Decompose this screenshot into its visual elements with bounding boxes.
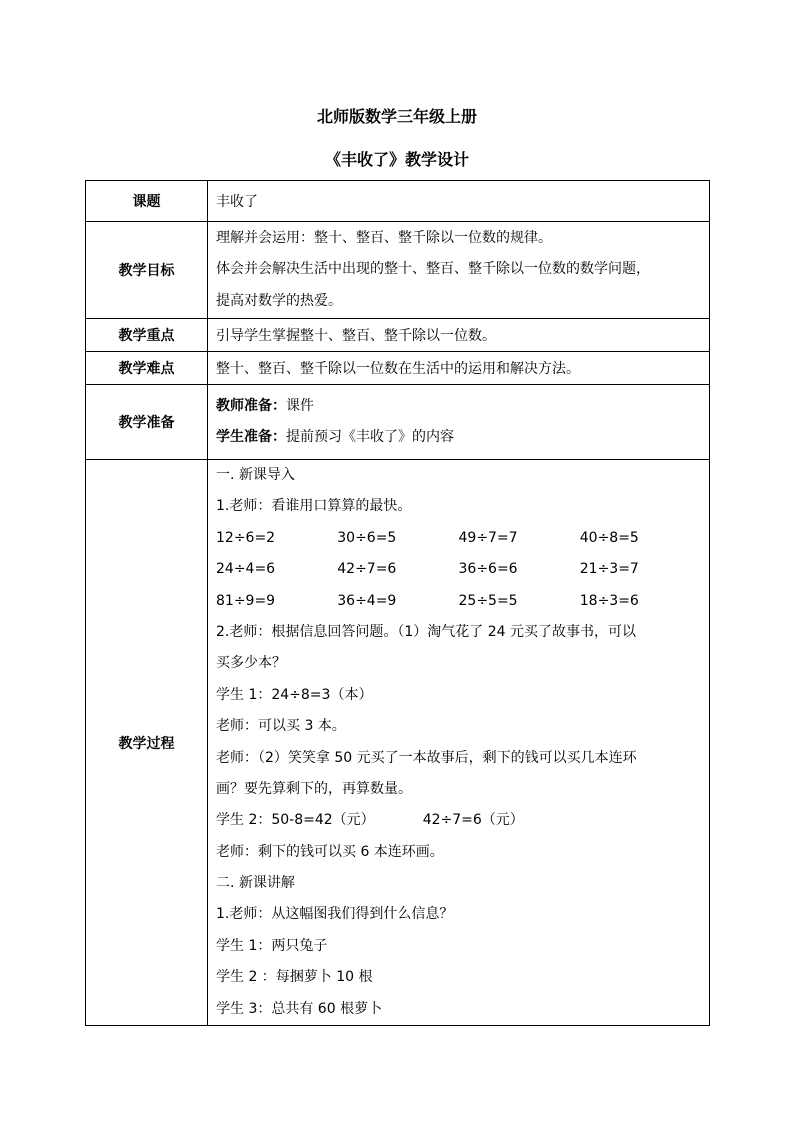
topic-label: 课题: [86, 181, 208, 222]
key-value: 引导学生掌握整十、整百、整千除以一位数。: [208, 319, 710, 352]
goals-line: 理解并会运用：整十、整百、整千除以一位数的规律。: [216, 229, 552, 246]
goals-line: 提高对数学的热爱。: [216, 292, 342, 309]
section-heading: 一. 新课导入: [216, 467, 295, 483]
calc-item: 25÷5=5: [458, 592, 518, 609]
row-prep: [86, 385, 710, 460]
process-line: 老师：可以买 3 本。: [216, 718, 346, 735]
calc-item: 21÷3=7: [579, 561, 639, 578]
student-prep: [216, 422, 701, 453]
process-line: 老师：剩下的钱可以买 6 本连环画。: [216, 843, 444, 860]
process-line: 1.老师：从这幅图我们得到什么信息？: [216, 906, 454, 923]
calc-item: 49÷7=7: [458, 529, 518, 546]
process-label: 教学过程: [86, 460, 208, 1026]
process-line: 画？要先算剩下的，再算数量。: [216, 780, 412, 797]
prep-content: [208, 385, 710, 460]
calc-item: 24÷4=6: [216, 561, 276, 578]
calc-row: [216, 554, 701, 585]
student2-calc-1: 学生 2：50-8=42（元）: [216, 812, 375, 829]
key-label: 教学重点: [86, 319, 208, 352]
row-process: [86, 460, 710, 1026]
section-heading: 二. 新课讲解: [216, 875, 295, 892]
process-content: [208, 460, 710, 1026]
calc-row: [216, 586, 701, 617]
student2-calc-2: 42÷7=6（元）: [422, 812, 524, 829]
calc-row: [216, 523, 701, 554]
row-goals: [86, 222, 710, 319]
process-line: 老师：（2）笑笑拿 50 元买了一本故事后，剩下的钱可以买几本连环: [216, 749, 637, 766]
process-line: 学生 3：总共有 60 根萝卜: [216, 1000, 383, 1017]
calc-item: 12÷6=2: [216, 529, 276, 546]
process-line: 学生 1：24÷8=3（本）: [216, 686, 373, 703]
row-topic: [86, 181, 710, 222]
difficulty-value: 整十、整百、整千除以一位数在生活中的运用和解决方法。: [208, 352, 710, 385]
process-line: 2.老师：根据信息回答问题。（1）淘气花了 24 元买了故事书，可以: [216, 623, 636, 640]
calc-item: 30÷6=5: [337, 529, 397, 546]
row-key: [86, 319, 710, 352]
process-line: [216, 805, 701, 836]
teacher-prep: [216, 391, 701, 422]
lesson-plan-table: [85, 180, 710, 1026]
row-difficulty: [86, 352, 710, 385]
goals-label: 教学目标: [86, 222, 208, 319]
calc-item: 18÷3=6: [579, 592, 639, 609]
teacher-prep-label: 教师准备：: [216, 397, 286, 414]
prep-label: 教学准备: [86, 385, 208, 460]
student-prep-label: 学生准备：: [216, 429, 286, 445]
document-title: 北师版数学三年级上册: [316, 107, 477, 126]
calc-item: 36÷4=9: [337, 592, 397, 609]
difficulty-label: 教学难点: [86, 352, 208, 385]
calc-item: 36÷6=6: [458, 561, 518, 578]
process-line: 学生 1：两只兔子: [216, 937, 328, 954]
student-prep-value: 提前预习《丰收了》的内容: [286, 429, 454, 445]
process-line: 学生 2 ：每捆萝卜 10 根: [216, 969, 373, 986]
teacher-prep-value: 课件: [286, 397, 314, 414]
goals-line: 体会并会解决生活中出现的整十、整百、整千除以一位数的数学问题，: [216, 261, 650, 278]
topic-value: 丰收了: [208, 181, 710, 222]
calc-item: 81÷9=9: [216, 592, 276, 609]
calc-item: 40÷8=5: [579, 529, 639, 546]
process-line: 买多少本？: [216, 655, 286, 672]
document-subtitle: 《丰收了》教学设计: [324, 150, 469, 169]
process-line: 1.老师：看谁用口算算的最快。: [216, 498, 412, 515]
goals-content: [208, 222, 710, 319]
calc-item: 42÷7=6: [337, 561, 397, 578]
